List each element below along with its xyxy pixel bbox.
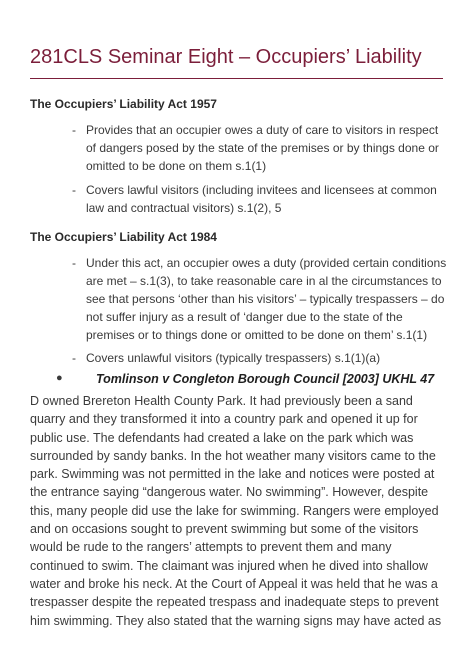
paragraph-line: continued to swim. The claimant was injured when he dived into shallow xyxy=(30,558,428,573)
paragraph-line: public use. The defendants had created a lake on the park which was xyxy=(30,430,414,445)
list-item-line: omitted to be done on them s.1(1) xyxy=(86,159,267,173)
list-item-line: law and contractual visitors) s.1(2), 5 xyxy=(86,201,282,215)
list-item-line: premises or to things done or omitted to be done on them’ s.1(1) xyxy=(86,328,428,342)
paragraph-line: surrounded by sandy banks. In the hot weather many visitors came to the xyxy=(30,448,436,463)
case-facts-paragraph xyxy=(30,392,450,630)
list-item-line: Under this act, an occupier owes a duty (provided certain conditions xyxy=(86,256,447,270)
paragraph-line: quarry and they transformed it into a country park and opened it up for xyxy=(30,412,418,427)
paragraph-line: and on occasions sought to prevent swimming but some of the visitors xyxy=(30,522,419,537)
list-item xyxy=(30,254,450,344)
list-item xyxy=(30,121,450,175)
paragraph-line: D owned Brereton Health County Park. It had previously been a sand xyxy=(30,394,413,408)
list-item-line: Provides that an occupier owes a duty of care to visitors in respect xyxy=(86,123,439,137)
list-item xyxy=(30,349,450,367)
paragraph-line: trespasser despite the repeated trespass and inadequate steps to prevent xyxy=(30,595,439,610)
paragraph-line: this, many people did use the lake for swimming. Rangers were employed xyxy=(30,503,439,518)
dash-marker: - xyxy=(72,123,76,137)
dash-marker: - xyxy=(72,256,76,270)
list-item-line: not suffer injury as a result of ‘danger due to the state of the xyxy=(86,310,403,324)
list-item-line: Covers unlawful visitors (typically trespassers) s.1(1)(a) xyxy=(86,351,381,365)
paragraph-line: would be rude to the rangers’ attempts to prevent them and many xyxy=(30,540,392,555)
list-item-line: are met – s.1(3), to take reasonable care in al the circumstances to xyxy=(86,274,442,288)
bullet-list xyxy=(30,121,450,217)
list-item-line: see that persons ‘other than his visitors’ – typically trespassers – do xyxy=(86,292,445,306)
case-citation: [2003] UKHL 47 xyxy=(339,372,435,386)
bullet-list xyxy=(30,254,450,367)
list-item-line: Covers lawful visitors (including invitees and licensees at common xyxy=(86,183,437,197)
case-title xyxy=(96,372,434,386)
section-heading: The Occupiers’ Liability Act 1984 xyxy=(30,230,217,244)
section-ola-1957 xyxy=(30,97,450,217)
page-title: 281CLS Seminar Eight – Occupiers’ Liability xyxy=(30,46,422,68)
bullet-icon: ● xyxy=(56,372,63,384)
paragraph-line: water and broke his neck. At the Court of Appeal it was held that he was a xyxy=(30,576,438,591)
dash-marker: - xyxy=(72,183,76,197)
paragraph-line: him swimming. They also stated that the warning signs may have acted as xyxy=(30,613,442,628)
section-ola-1984 xyxy=(30,230,450,367)
case-name: Tomlinson v Congleton Borough Council xyxy=(96,372,340,386)
list-item-line: of dangers posed by the state of the premises or by things done or xyxy=(86,141,439,155)
dash-marker: - xyxy=(72,351,76,365)
title-divider xyxy=(30,78,443,79)
list-item xyxy=(30,181,450,217)
paragraph-line: the entrance saying “dangerous water. No swimming”. However, despite xyxy=(30,485,429,500)
section-heading: The Occupiers’ Liability Act 1957 xyxy=(30,97,217,111)
paragraph-line: park. Swimming was not permitted in the lake and notices were posted at xyxy=(30,467,435,482)
